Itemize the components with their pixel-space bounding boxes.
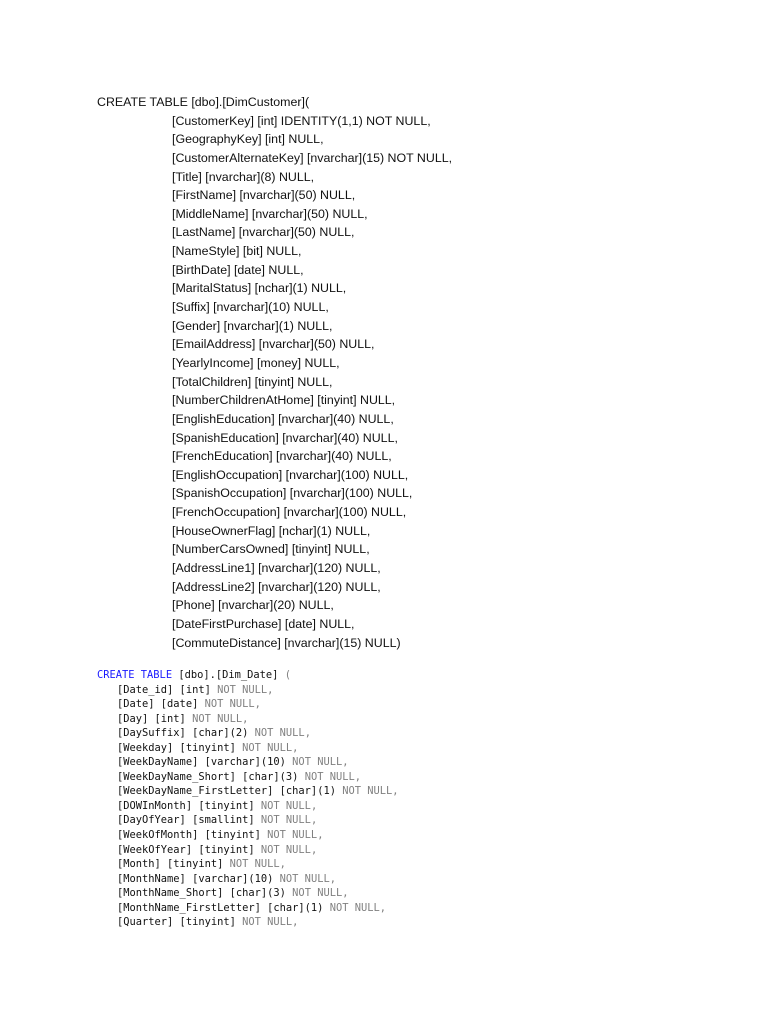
null-constraint: NOT NULL, <box>198 698 261 711</box>
null-constraint: NOT NULL, <box>260 829 324 842</box>
column-size: (1) <box>317 785 336 798</box>
column-definition: [Day] [int] <box>117 712 186 725</box>
dimdate-header <box>97 668 399 683</box>
dimdate-column-line <box>97 784 399 799</box>
column-size: (10) <box>248 872 274 885</box>
dimcustomer-column-line: [YearlyIncome] [money] NULL, <box>172 355 340 370</box>
dimdate-column-line <box>97 843 399 858</box>
null-constraint: NOT NULL, <box>254 799 318 812</box>
dimcustomer-column-line: [Gender] [nvarchar](1) NULL, <box>172 318 333 333</box>
null-constraint: NOT NULL, <box>285 756 349 769</box>
dimdate-column-line <box>97 886 399 901</box>
dimdate-column-line <box>97 901 399 916</box>
dimcustomer-column-line: [FrenchEducation] [nvarchar](40) NULL, <box>172 449 392 464</box>
null-constraint: NOT NULL, <box>248 727 311 740</box>
column-definition: [Quarter] [tinyint] <box>117 916 236 929</box>
column-definition: [Date] [date] <box>117 698 199 711</box>
dimcustomer-column-line: [BirthDate] [date] NULL, <box>172 262 304 277</box>
dimcustomer-column-line: [EmailAddress] [nvarchar](50) NULL, <box>172 337 375 352</box>
dimcustomer-column-line: [Phone] [nvarchar](20) NULL, <box>172 598 334 613</box>
null-constraint: NOT NULL, <box>273 872 336 885</box>
dimcustomer-column-line: [MaritalStatus] [nchar](1) NULL, <box>172 281 347 296</box>
dimcustomer-column-line: [AddressLine1] [nvarchar](120) NULL, <box>172 561 381 576</box>
dimcustomer-column-line: [NumberChildrenAtHome] [tinyint] NULL, <box>172 393 396 408</box>
dimcustomer-column-line: [HouseOwnerFlag] [nchar](1) NULL, <box>172 523 371 538</box>
dimdate-column-line <box>97 697 399 712</box>
column-definition: [DOWInMonth] [tinyint] <box>117 799 255 812</box>
column-size: (2) <box>229 727 249 740</box>
null-constraint: NOT NULL, <box>254 843 318 856</box>
dimdate-column-line <box>97 799 399 814</box>
dimdate-column-line <box>97 755 399 770</box>
dimcustomer-column-line: [CustomerAlternateKey] [nvarchar](15) NOT NULL, <box>172 150 453 165</box>
dimdate-column-line <box>97 915 399 930</box>
null-constraint: NOT NULL, <box>254 814 318 827</box>
dimcustomer-column-line: [Title] [nvarchar](8) NULL, <box>172 169 315 184</box>
column-size: (10) <box>260 756 286 769</box>
dimcustomer-column-line: [NumberCarsOwned] [tinyint] NULL, <box>172 542 370 557</box>
dimcustomer-column-line: [LastName] [nvarchar](50) NULL, <box>172 225 355 240</box>
column-definition: [WeekOfMonth] [tinyint] <box>117 829 261 842</box>
dimdate-table-name: [dbo].[Dim_Date] <box>172 669 285 681</box>
column-size: (3) <box>279 770 299 783</box>
dimdate-column-line <box>97 712 399 727</box>
null-constraint: NOT NULL, <box>185 712 249 725</box>
dimdate-column-line <box>97 828 399 843</box>
dimcustomer-column-line: [EnglishEducation] [nvarchar](40) NULL, <box>172 411 394 426</box>
column-definition: [Weekday] [tinyint] <box>117 741 236 754</box>
dimdate-column-line <box>97 683 399 698</box>
column-definition: [DayOfYear] [smallint] <box>117 814 255 827</box>
column-size: (3) <box>267 887 286 900</box>
column-definition: [MonthName_Short] [char] <box>117 887 268 900</box>
column-definition: [MonthName] [varchar] <box>117 872 249 885</box>
dimcustomer-column-line: [NameStyle] [bit] NULL, <box>172 244 302 259</box>
column-definition: [Date_id] [int] <box>117 683 211 696</box>
dimcustomer-column-line: [TotalChildren] [tinyint] NULL, <box>172 374 333 389</box>
dimcustomer-column-line: [GeographyKey] [int] NULL, <box>172 132 324 147</box>
column-definition: [WeekDayName_Short] [char] <box>117 770 280 783</box>
dimdate-create-statement <box>97 668 399 930</box>
null-constraint: NOT NULL, <box>223 858 286 871</box>
null-constraint: NOT NULL, <box>235 916 299 929</box>
column-definition: [Month] [tinyint] <box>117 858 224 871</box>
dimdate-column-list <box>97 683 399 930</box>
column-definition: [WeekDayName] [varchar] <box>117 756 261 769</box>
column-definition: [WeekDayName_FirstLetter] [char] <box>117 785 318 798</box>
dimcustomer-column-line: [Suffix] [nvarchar](10) NULL, <box>172 300 329 315</box>
dimdate-column-line <box>97 741 399 756</box>
dimdate-column-line <box>97 770 399 785</box>
null-constraint: NOT NULL, <box>285 887 349 900</box>
sql-keyword: CREATE TABLE <box>97 669 173 681</box>
dimcustomer-column-line: [SpanishEducation] [nvarchar](40) NULL, <box>172 430 398 445</box>
null-constraint: NOT NULL, <box>210 683 274 696</box>
dimcustomer-column-line: [DateFirstPurchase] [date] NULL, <box>172 616 355 631</box>
null-constraint: NOT NULL, <box>298 770 361 783</box>
column-definition: [WeekOfYear] [tinyint] <box>117 843 255 856</box>
dimdate-column-line <box>97 872 399 887</box>
column-size: (1) <box>304 901 324 914</box>
dimcustomer-column-line: [MiddleName] [nvarchar](50) NULL, <box>172 206 368 221</box>
column-definition: [MonthName_FirstLetter] [char] <box>117 901 305 914</box>
dimcustomer-column-list <box>97 112 452 653</box>
null-constraint: NOT NULL, <box>235 741 299 754</box>
null-constraint: NOT NULL, <box>335 785 399 798</box>
column-definition: [DaySuffix] [char] <box>117 727 230 740</box>
dimcustomer-create-statement <box>97 93 452 652</box>
dimcustomer-column-line: [CommuteDistance] [nvarchar](15) NULL) <box>172 635 401 650</box>
dimdate-column-line <box>97 857 399 872</box>
dimcustomer-column-line: [FirstName] [nvarchar](50) NULL, <box>172 188 356 203</box>
dimcustomer-column-line: [EnglishOccupation] [nvarchar](100) NULL, <box>172 467 409 482</box>
dimcustomer-column-line: [AddressLine2] [nvarchar](120) NULL, <box>172 579 381 594</box>
dimdate-column-line <box>97 813 399 828</box>
dimcustomer-column-line: [FrenchOccupation] [nvarchar](100) NULL, <box>172 505 407 520</box>
dimcustomer-header: CREATE TABLE [dbo].[DimCustomer]( <box>97 95 310 109</box>
open-paren: ( <box>284 669 291 681</box>
dimdate-column-line <box>97 726 399 741</box>
null-constraint: NOT NULL, <box>323 901 387 914</box>
dimcustomer-column-line: [CustomerKey] [int] IDENTITY(1,1) NOT NULL, <box>172 113 431 128</box>
dimcustomer-column-line: [SpanishOccupation] [nvarchar](100) NULL, <box>172 486 413 501</box>
